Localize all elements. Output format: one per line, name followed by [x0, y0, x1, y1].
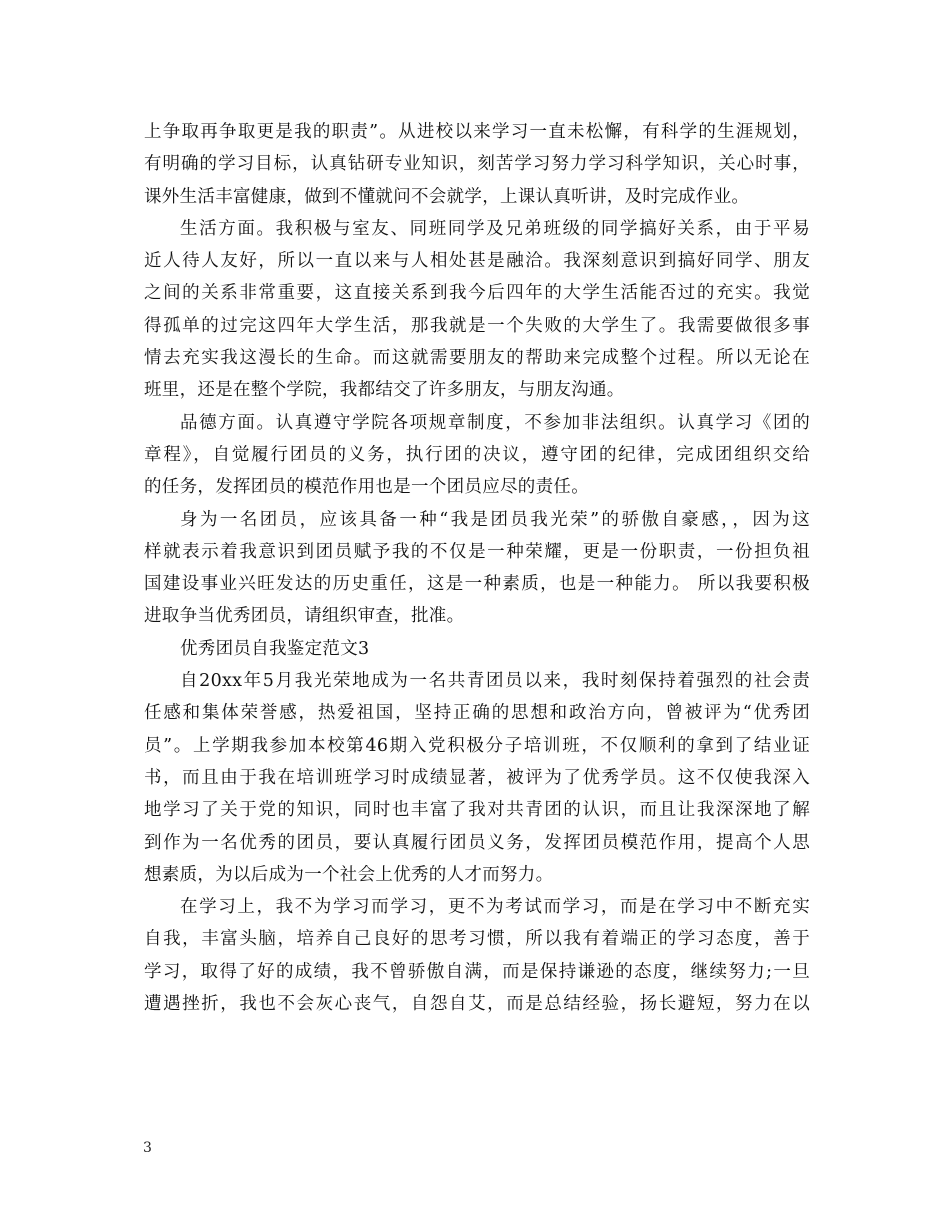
- text-line: 书，而且由于我在培训班学习时成绩显著，被评为了优秀学员。这不仅使我深入: [144, 767, 810, 788]
- text-line: 任感和集体荣誉感，热爱祖国，坚持正确的思想和政治方向，曾被评为“优秀团: [144, 703, 810, 724]
- text-line: 身为一名团员，应该具备一种“我是团员我光荣”的骄傲自豪感，，因为这: [180, 509, 810, 530]
- text-line: 员”。上学期我参加本校第46期入党积极分子培训班，不仅顺利的拿到了结业证: [144, 735, 810, 756]
- text-line: 有明确的学习目标，认真钻研专业知识，刻苦学习努力学习科学知识，关心时事，: [144, 154, 810, 175]
- text-line: 情去充实我这漫长的生命。而这就需要朋友的帮助来完成整个过程。所以无论在: [144, 348, 810, 369]
- text-line: 课外生活丰富健康，做到不懂就问不会就学，上课认真听讲，及时完成作业。: [144, 186, 750, 207]
- text-line: 优秀团员自我鉴定范文3: [180, 638, 370, 659]
- text-line: 自我，丰富头脑，培养自己良好的思考习惯，所以我有着端正的学习态度，善于: [144, 929, 810, 950]
- page-number: 3: [143, 1140, 152, 1156]
- text-line: 进取争当优秀团员，请组织审查，批准。: [144, 606, 465, 627]
- text-line: 上争取再争取更是我的职责”。从进校以来学习一直未松懈，有科学的生涯规划，: [144, 122, 810, 142]
- text-line: 想素质，为以后成为一个社会上优秀的人才而努力。: [144, 864, 554, 885]
- text-line: 在学习上，我不为学习而学习，更不为考试而学习，而是在学习中不断充实: [180, 897, 810, 918]
- text-line: 近人待人友好，所以一直以来与人相处甚是融洽。我深刻意识到搞好同学、朋友: [144, 251, 810, 272]
- text-line: 生活方面。我积极与室友、同班同学及兄弟班级的同学搞好关系，由于平易: [180, 218, 810, 239]
- text-line: 地学习了关于党的知识，同时也丰富了我对共青团的认识，而且让我深深地了解: [144, 800, 810, 821]
- text-line: 学习，取得了好的成绩，我不曾骄傲自满，而是保持谦逊的态度，继续努力;一旦: [144, 961, 810, 982]
- text-line: 到作为一名优秀的团员，要认真履行团员义务，发挥团员模范作用，提高个人思: [144, 832, 810, 853]
- text-line: 之间的关系非常重要，这直接关系到我今后四年的大学生活能否过的充实。我觉: [144, 283, 810, 304]
- text-line: 遭遇挫折，我也不会灰心丧气，自怨自艾，而是总结经验，扬长避短，努力在以: [144, 994, 810, 1015]
- document-body: [144, 116, 810, 1020]
- text-line: 国建设事业兴旺发达的历史重任，这是一种素质，也是一种能力。 所以我要积极: [144, 574, 810, 595]
- text-line: 班里，还是在整个学院，我都结交了许多朋友，与朋友沟通。: [144, 380, 625, 401]
- text-line: 自20xx年5月我光荣地成为一名共青团员以来，我时刻保持着强烈的社会责: [180, 671, 810, 692]
- text-line: 章程》，自觉履行团员的义务，执行团的决议，遵守团的纪律，完成团组织交给: [144, 444, 810, 465]
- text-line: 品德方面。认真遵守学院各项规章制度，不参加非法组织。认真学习《团的: [180, 412, 810, 433]
- text-line: 样就表示着我意识到团员赋予我的不仅是一种荣耀，更是一份职责，一份担负祖: [144, 541, 810, 562]
- text-line: 得孤单的过完这四年大学生活，那我就是一个失败的大学生了。我需要做很多事: [144, 315, 810, 336]
- text-line: 的任务，发挥团员的模范作用也是一个团员应尽的责任。: [144, 477, 589, 498]
